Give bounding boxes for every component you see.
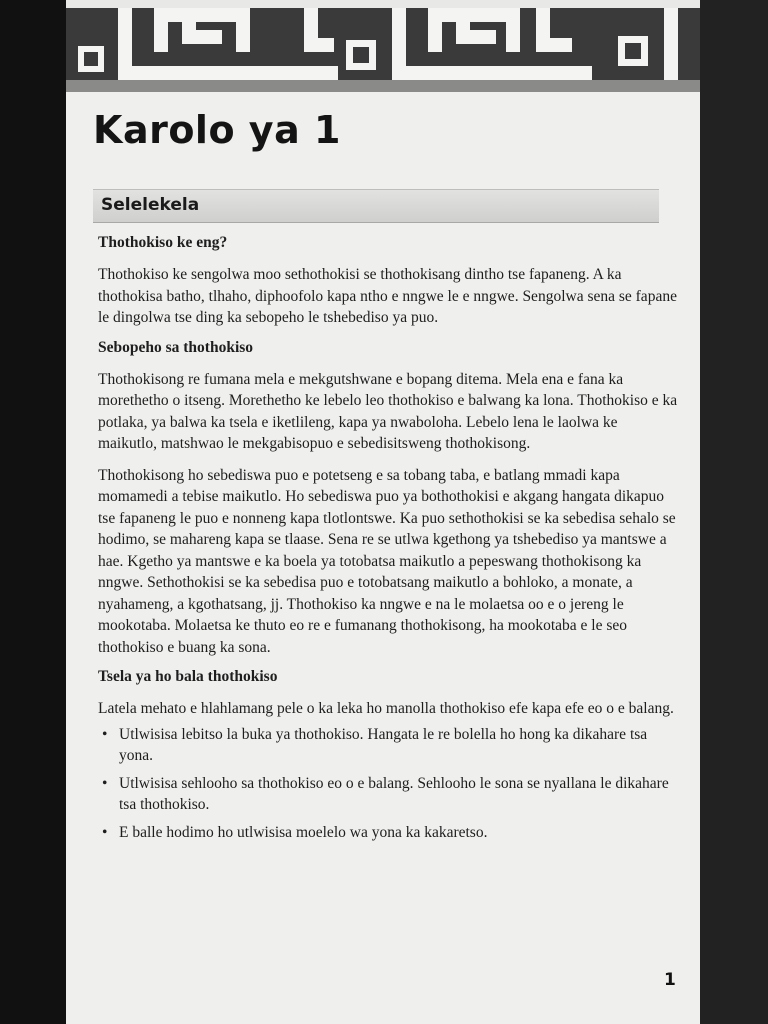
- list-item: [98, 822, 678, 844]
- subheading-poem-structure: Sebopeho sa thothokiso: [98, 338, 254, 356]
- book-spine-shadow: [0, 0, 66, 1024]
- decorative-banner: [66, 0, 700, 92]
- reading-steps-list: [98, 724, 678, 844]
- page-content: [98, 234, 678, 849]
- section-header-bar: [93, 189, 659, 223]
- facing-page-edge: [700, 0, 768, 1024]
- section-label: Selelekela: [101, 195, 200, 215]
- bullet-icon: •: [102, 774, 108, 792]
- paragraph: Thothokisong re fumana mela e mekgutshwane e bopang ditema. Mela ena e fana ka morethetho o itseng. Morethetho ke lebelo leo thothokiso e balwang ka lona. Thothokiso e ka potlaka, ya balwa ka tsela e iketlileng, kapa ya nwaboloha. Lebelo lena le laolwa ke maikutlo, matshwao le mekgabisopuo e sebedisitsweng thothokisong.: [98, 370, 678, 452]
- list-item-text: Utlwisisa lebitso la buka ya thothokiso. Hangata le re bolella ho hong ka dikahare tsa yona.: [119, 725, 648, 764]
- paragraph: Thothokisong ho sebediswa puo e potetseng e sa tobang taba, e batlang mmadi kapa momamedi a tebise maikutlo. Ho sebediswa puo ya bothothokisi e akgang hangata dikapuo tse fapaneng le puo e nonneng kapa tlotlontswe. Ka puo sethothokisi se ka sebedisa sehalo se hodimo, se mahareng kapa se tlaase. Sena re se utlwa kgethong ya tshebediso ya mantswe a hae. Kgetho ya mantswe e ka boela ya totobatsa maikutlo a pepeswang thothokisong ka nngwe. Sethothokisi se ka sebedisa puo e totobatsang maikutlo a bohloko, a monate, a nyahameng, a kgothatsang, jj. Thothokiso ka nngwe e na le molaetsa oo e o jereng le mookotaba. Molaetsa ke thuto eo re e fumanang thothokisong, ha mookotaba e le seo thothokiso e buang ka sona.: [98, 466, 676, 656]
- paragraph: Latela mehato e hlahlamang pele o ka leka ho manolla thothokiso efe kapa efe eo o e balang.: [98, 700, 674, 717]
- chapter-title: Karolo ya 1: [93, 108, 341, 152]
- list-item-text: E balle hodimo ho utlwisisa moelelo wa yona ka kakaretso.: [119, 823, 488, 841]
- page-number: 1: [664, 970, 676, 990]
- book-page: [66, 0, 700, 1024]
- subheading-how-to-read-poem: Tsela ya ho bala thothokiso: [98, 668, 278, 685]
- list-item: [98, 724, 678, 767]
- bullet-icon: •: [102, 725, 108, 743]
- list-item: [98, 773, 678, 816]
- bullet-icon: •: [102, 823, 108, 841]
- paragraph: Thothokiso ke sengolwa moo sethothokisi se thothokisang dintho tse fapaneng. A ka thothokisa batho, tlhaho, diphoofolo kapa ntho e nngwe le e nngwe. Sengolwa sena se fapane le dingolwa tse ding ka sebopeho le tshebediso ya puo.: [98, 266, 677, 326]
- subheading-what-is-poetry: Thothokiso ke eng?: [98, 234, 228, 251]
- list-item-text: Utlwisisa sehlooho sa thothokiso eo o e balang. Sehlooho le sona se nyallana le dikahare tsa thothokiso.: [119, 774, 669, 813]
